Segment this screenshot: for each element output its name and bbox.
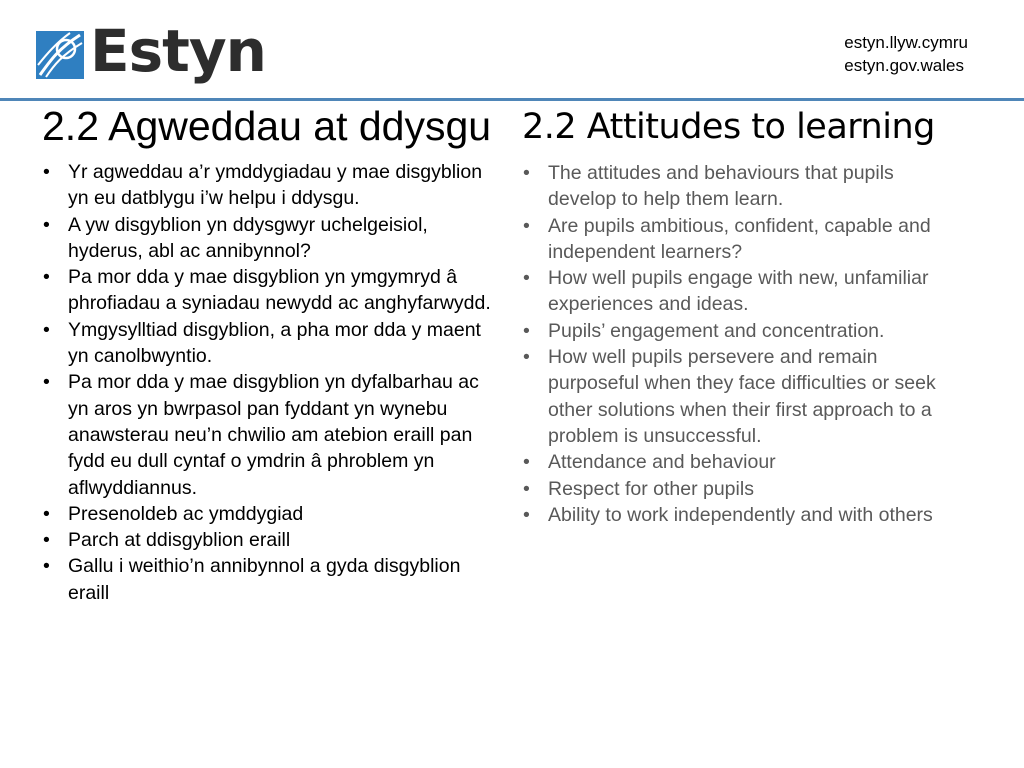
url-welsh[interactable]: estyn.llyw.cymru xyxy=(844,33,968,52)
list-item xyxy=(522,318,962,344)
list-item xyxy=(522,449,962,475)
url-english[interactable]: estyn.gov.wales xyxy=(844,56,964,75)
list-item-text: Are pupils ambitious, confident, capable and independent learners? xyxy=(548,214,931,263)
estyn-emblem-icon xyxy=(36,31,84,79)
list-item xyxy=(42,527,500,553)
bullet-icon: • xyxy=(523,267,530,290)
bullet-icon: • xyxy=(43,161,50,183)
list-item-text: Pupils’ engagement and concentration. xyxy=(548,319,885,342)
bullet-icon: • xyxy=(43,529,50,552)
bullet-icon: • xyxy=(43,213,50,236)
english-title: 2.2 Attitudes to learning xyxy=(522,107,935,147)
list-item xyxy=(522,502,962,528)
list-item-text: Parch at ddisgyblion eraill xyxy=(68,529,291,552)
list-item xyxy=(42,212,500,265)
bullet-icon: • xyxy=(523,451,530,474)
bullet-icon: • xyxy=(43,555,50,578)
bullet-icon: • xyxy=(43,502,50,525)
welsh-title: 2.2 Agweddau at ddysgu xyxy=(42,103,492,149)
list-item-text: Ability to work independently and with others xyxy=(548,503,933,526)
list-item-text: Ymgysylltiad disgyblion, a pha mor dda y maent yn canolbwyntio. xyxy=(68,318,481,368)
bullet-icon: • xyxy=(523,319,530,342)
bullet-icon: • xyxy=(523,162,530,184)
estyn-logo xyxy=(36,17,266,90)
list-item xyxy=(42,159,500,212)
list-item-text: Presenoldeb ac ymddygiad xyxy=(68,502,304,525)
website-urls xyxy=(844,31,968,77)
bullet-icon: • xyxy=(523,503,530,526)
logo-wordmark: Estyn xyxy=(90,17,266,85)
list-item-text: A yw disgyblion yn ddysgwyr uchelgeisiol, hyderus, abl ac annibynnol? xyxy=(68,213,428,262)
list-item xyxy=(42,264,500,317)
list-item xyxy=(42,317,500,370)
list-item xyxy=(522,476,962,502)
bullet-icon: • xyxy=(523,477,530,500)
list-item xyxy=(42,369,500,500)
list-item-text: Respect for other pupils xyxy=(548,477,754,500)
welsh-column xyxy=(42,100,500,606)
bullet-icon: • xyxy=(43,318,50,341)
list-item-text: Yr agweddau a’r ymddygiadau y mae disgyblion yn eu datblygu i’w helpu i ddysgu. xyxy=(68,161,483,210)
bullet-icon: • xyxy=(43,266,50,289)
bullet-icon: • xyxy=(523,214,530,237)
list-item-text: Pa mor dda y mae disgyblion yn dyfalbarhau ac yn aros yn bwrpasol pan fyddant yn wynebu anawsterau neu’n chwilio am atebion eraill pan fydd eu dull cyntaf o ymdrin â phroblem yn aflwyddiannus. xyxy=(68,371,479,499)
bullet-icon: • xyxy=(523,346,530,369)
list-item-text: The attitudes and behaviours that pupils develop to help them learn. xyxy=(548,162,894,211)
list-item xyxy=(42,553,500,606)
bullet-icon: • xyxy=(43,371,50,394)
list-item xyxy=(522,213,962,266)
list-item xyxy=(522,265,962,318)
list-item-text: Attendance and behaviour xyxy=(548,451,776,474)
welsh-bullet-list xyxy=(42,159,500,606)
list-item-text: How well pupils persevere and remain purposeful when they face difficulties or seek other solutions when their first approach to a problem is unsuccessful. xyxy=(548,346,936,447)
list-item-text: Pa mor dda y mae disgyblion yn ymgymryd â phrofiadau a syniadau newydd ac anghyfarwydd. xyxy=(68,266,491,315)
english-bullet-list xyxy=(522,160,962,528)
list-item xyxy=(522,160,962,213)
list-item-text: Gallu i weithio’n annibynnol a gyda disgyblion eraill xyxy=(68,555,461,604)
list-item xyxy=(42,501,500,527)
english-column xyxy=(522,100,962,528)
list-item-text: How well pupils engage with new, unfamiliar experiences and ideas. xyxy=(548,267,929,316)
list-item xyxy=(522,344,962,449)
